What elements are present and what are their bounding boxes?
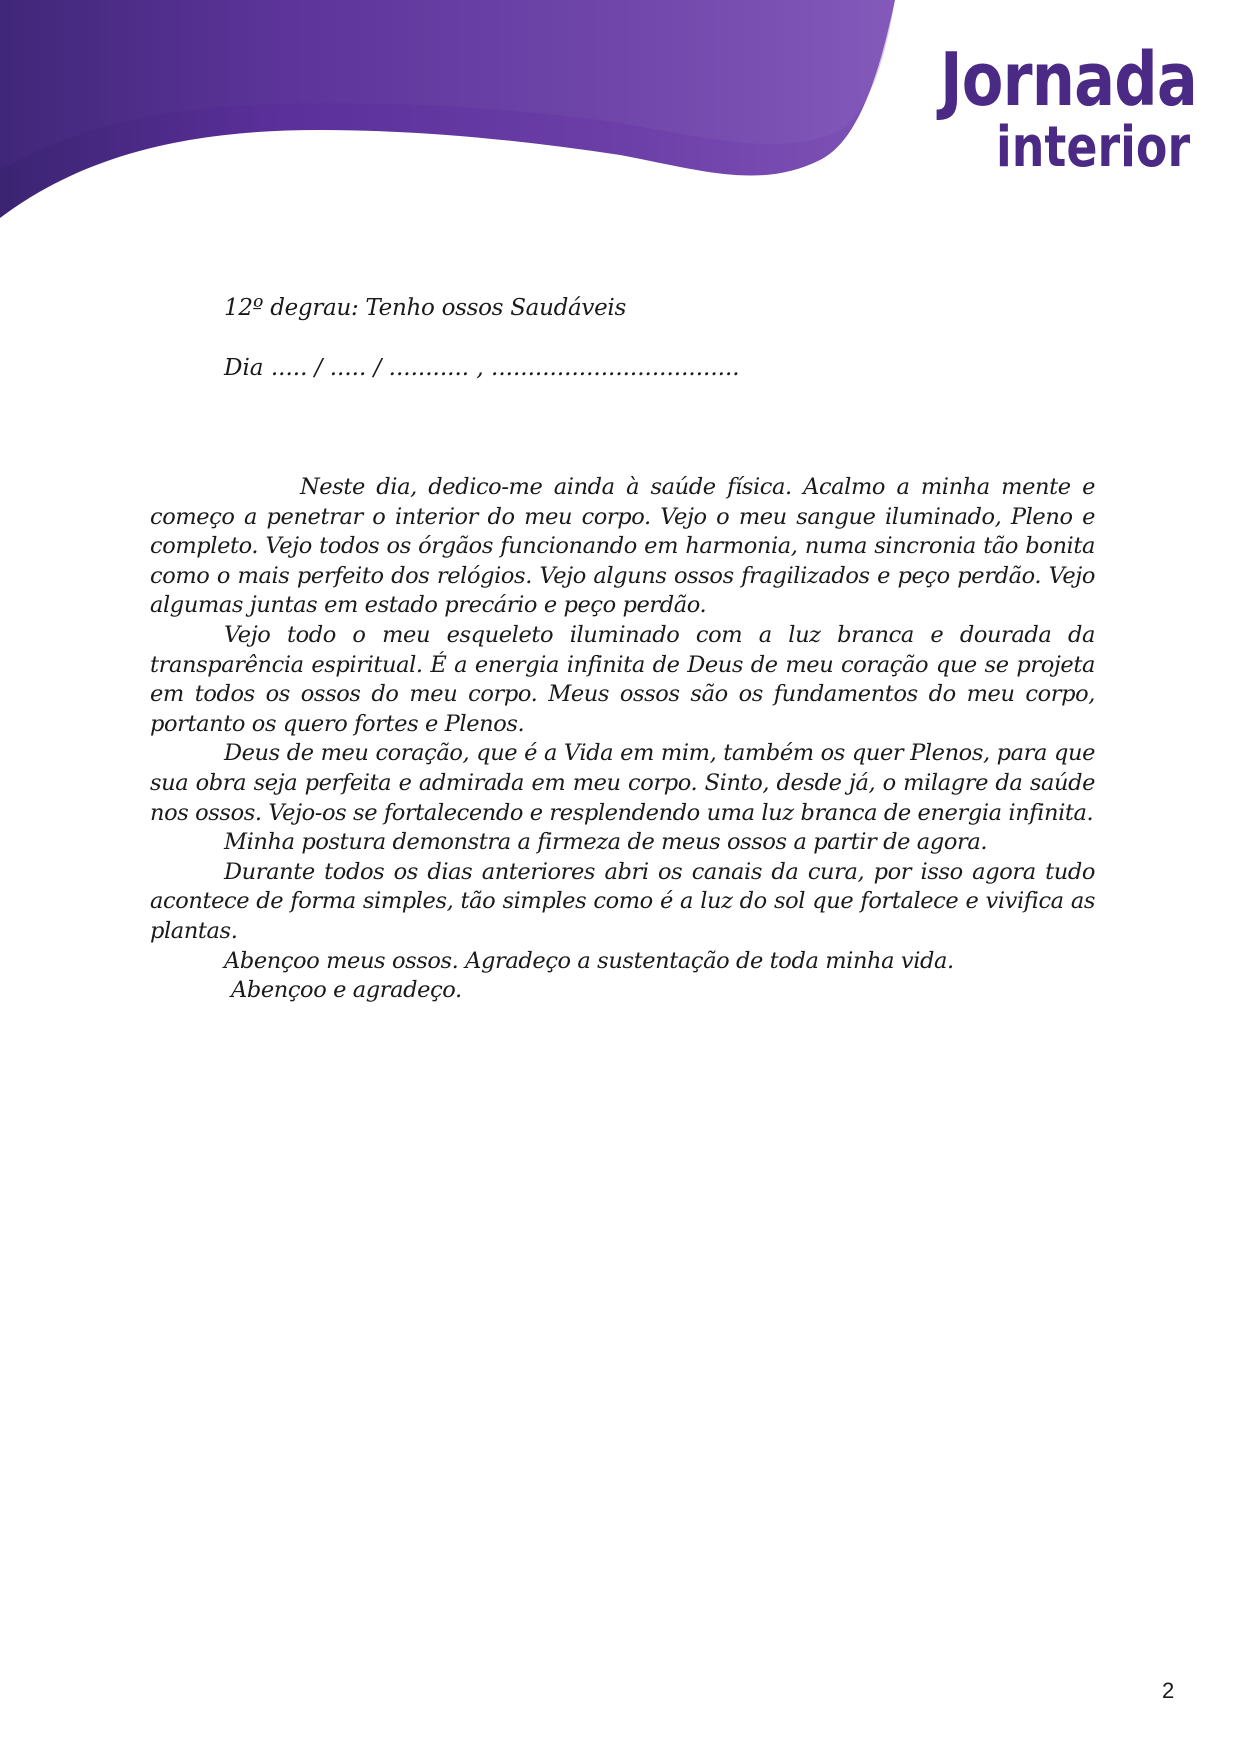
document-body — [150, 473, 1095, 1006]
paragraph: Durante todos os dias anteriores abri os canais da cura, por isso agora tudo acontece de forma simples, tão simples como é a luz do sol que fortalece e vivifica as plantas. — [150, 858, 1095, 944]
logo-line-interior: interior — [996, 115, 1191, 180]
paragraph: Abençoo e agradeço. — [231, 977, 462, 1004]
page-title: 12º degrau: Tenho ossos Saudáveis — [224, 295, 626, 321]
jornada-interior-logo — [940, 37, 1197, 190]
paragraph: Neste dia, dedico-me ainda à saúde física. Acalmo a minha mente e começo a penetrar o interior do meu corpo. Vejo o meu sangue iluminado, Pleno e completo. Vejo todos os órgãos funcionando em harmonia, numa sincronia tão bonita como o mais perfeito dos relógios. Vejo alguns ossos fragilizados e peço perdão. Vejo algumas juntas em estado precário e peço perdão. — [150, 474, 1095, 619]
paragraph: Abençoo meus ossos. Agradeço a sustentação de toda minha vida. — [224, 947, 954, 974]
paragraph: Minha postura demonstra a firmeza de meus ossos a partir de agora. — [224, 829, 988, 856]
logo-line-jornada: Jornada — [940, 37, 1197, 123]
paragraph: Vejo todo o meu esqueleto iluminado com a luz branca e dourada da transparência espiritual. É a energia infinita de Deus de meu coração que se projeta em todos os ossos do meu corpo. Meus ossos são os fundamentos do meu corpo, portanto os quero fortes e Plenos. — [150, 621, 1095, 737]
date-fill-line: Dia ..... / ..... / ........... , .................................. — [224, 355, 740, 381]
page-number: 2 — [1162, 1678, 1175, 1703]
paragraph: Deus de meu coração, que é a Vida em mim, também os quer Plenos, para que sua obra seja perfeita e admirada em meu corpo. Sinto, desde já, o milagre da saúde nos ossos. Vejo-os se fortalecendo e resplendendo uma luz branca de energia infinita. — [150, 740, 1095, 826]
